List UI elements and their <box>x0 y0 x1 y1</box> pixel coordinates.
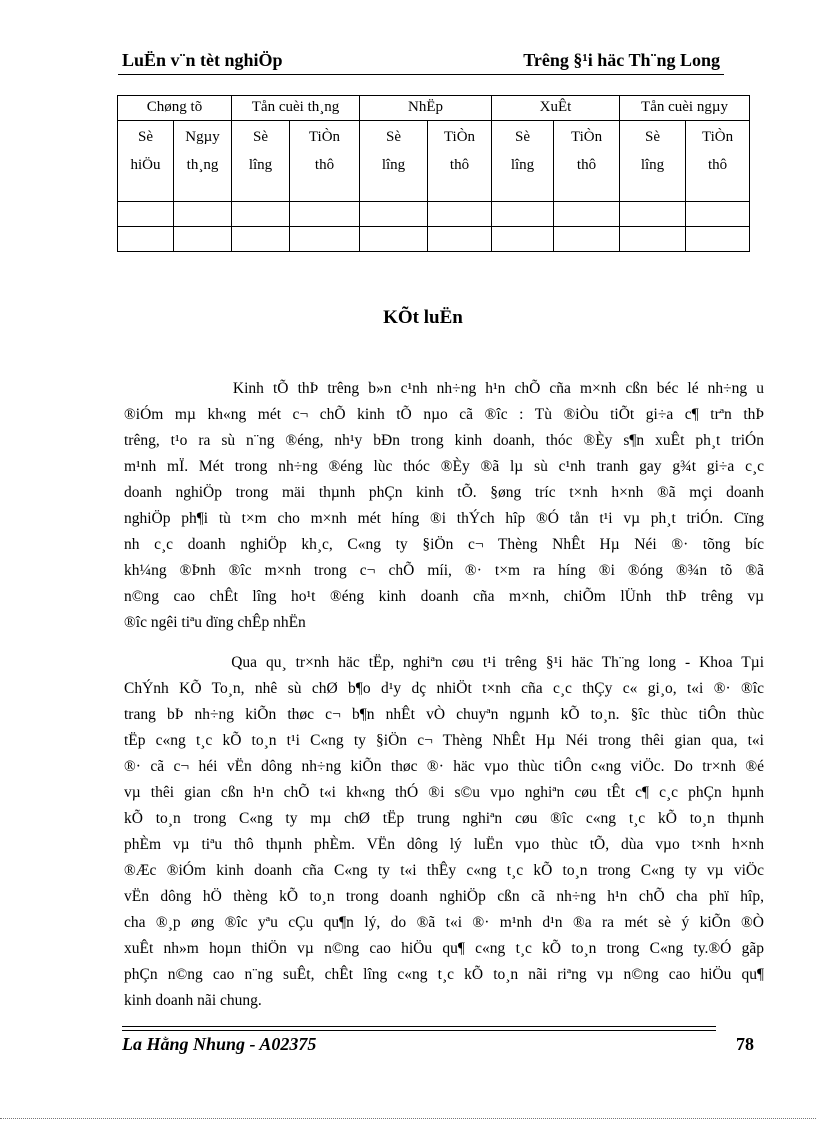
paragraph-line: n©ng cao chÊt lîng ho¹t ®éng kinh doanh cña m×nh, chiÕm lÜnh thÞ trêng vµ <box>124 588 764 605</box>
group-header-voucher: Chøng tõ <box>118 96 232 121</box>
paragraph-line: vËn dông hÖ thèng kÕ to¸n trong doanh nghiÖp cßn cã nh÷ng h¹n chÕ cha phï hîp, <box>124 888 764 905</box>
subheader-quantity: Sè lîng <box>620 121 686 202</box>
header-university: Trêng §¹i häc Th¨ng Long <box>523 50 720 70</box>
group-header-export: XuÊt <box>492 96 620 121</box>
footer-rule <box>122 1030 716 1031</box>
paragraph-line: trang bÞ nh÷ng kiÕn thøc c¬ b¶n nhÊt vÒ chuyªn ngµnh kÕ to¸n. §îc thùc tiÔn thùc <box>124 706 764 723</box>
subheader-quantity: Sè lîng <box>492 121 554 202</box>
group-header-import: NhËp <box>360 96 492 121</box>
paragraph-line: vµ thêi gian cßn h¹n chÕ t«i kh«ng thÓ ®i s©u vµo nghiªn cøu tÊt c¶ c¸c phÇn hµnh <box>124 784 764 801</box>
paragraph-line: Qua qu¸ tr×nh häc tËp, nghiªn cøu t¹i trêng §¹i häc Th¨ng long - Khoa Tµi <box>124 654 764 671</box>
page-header <box>122 50 720 74</box>
paragraph-line: ®· cã c¬ héi vËn dông nh÷ng kiÕn thøc ®· häc vµo thùc tiÔn c«ng viÖc. Do tr×nh ®é <box>124 758 764 775</box>
subheader-amount: TiÒn thô <box>554 121 620 202</box>
paragraph-line: xuÊt nh»m hoµn thiÖn vµ n©ng cao hiÖu qu¶ c«ng t¸c kÕ to¸n trong C«ng ty.®Ó gãp <box>124 940 764 957</box>
paragraph-line: Kinh tÕ thÞ trêng b»n c¹nh nh÷ng h¹n chÕ cña m×nh cßn béc lé nh÷ng u <box>124 380 764 397</box>
subheader-quantity: Sè lîng <box>232 121 290 202</box>
paragraph-1 <box>124 376 764 636</box>
section-title: KÕt luËn <box>383 307 463 328</box>
paragraph-line: ®Æc ®iÓm kinh doanh cña C«ng ty t«i thÊy c«ng t¸c kÕ to¸n trong C«ng ty vµ viÖc <box>124 862 764 879</box>
paragraph-line: kh¼ng ®Þnh ®îc m×nh trong c¬ chÕ míi, ®· t×m ra híng ®i ®óng ®¾n tõ ®ã <box>124 562 764 579</box>
group-header-day-end-stock: Tån cuèi ngµy <box>620 96 750 121</box>
subheader-date: Ngµy th¸ng <box>174 121 232 202</box>
paragraph-line: phÇn n©ng cao n¨ng suÊt, chÊt lîng c«ng t¸c kÕ to¸n nãi riªng vµ n©ng cao hiÖu qu¶ <box>124 966 764 983</box>
paragraph-line: tËp c«ng t¸c kÕ to¸n t¹i C«ng ty §iÖn c¬ Thèng NhÊt Hµ Néi trong thêi gian qua, t«i <box>124 732 764 749</box>
subheader-amount: TiÒn thô <box>428 121 492 202</box>
paragraph-line: ®iÓm mµ kh«ng mét c¬ chÕ kinh tÕ nµo cã ®îc : Tù ®iÒu tiÕt gi÷a c¶ trªn thÞ <box>124 406 764 423</box>
table-row <box>118 202 750 227</box>
paragraph-line: kinh doanh nãi chung. <box>124 992 262 1009</box>
paragraph-line: cha ®¸p øng ®îc yªu cÇu qu¶n lý, do ®ã t«i ®· m¹nh d¹n ®a ra mét sè ý kiÕn ®Ò <box>124 914 764 931</box>
paragraph-line: nghiÖp ph¶i tù t×m cho m×nh mét híng ®i thÝch hîp ®Ó tån t¹i vµ ph¸t triÓn. Cïng <box>124 510 764 527</box>
footer-author: La Hằng Nhung - A02375 <box>122 1034 317 1054</box>
header-thesis-title: LuËn v¨n tèt nghiÖp <box>122 50 283 70</box>
paragraph-line: trêng, t¹o ra sù n¨ng ®éng, nh¹y bÐn trong kinh doanh, thóc ®Èy s¶n xuÊt ph¸t triÓn <box>124 432 764 449</box>
paragraph-line: m¹nh mÏ. Mét trong nh÷ng ®éng lùc thóc ®Èy ®ã lµ sù c¹nh tranh gay g¾t gi÷a c¸c <box>124 458 764 475</box>
page-number: 78 <box>736 1034 754 1054</box>
subheader-quantity: Sè lîng <box>360 121 428 202</box>
paragraph-line: ®îc ngêi tiªu dïng chÊp nhËn <box>124 614 306 631</box>
page-edge-dots <box>0 1118 816 1119</box>
paragraph-line: kÕ to¸n trong C«ng ty mµ chØ tËp trung nghiªn cøu ®îc c«ng t¸c kÕ to¸n thµnh <box>124 810 764 827</box>
inventory-table <box>117 95 750 252</box>
paragraph-line: nh c¸c doanh nghiÖp kh¸c, C«ng ty §iÖn c¬ Thèng NhÊt Hµ Néi ®· tõng bíc <box>124 536 764 553</box>
paragraph-2 <box>124 650 764 1014</box>
subheader-number: Sè hiÖu <box>118 121 174 202</box>
subheader-amount: TiÒn thô <box>290 121 360 202</box>
footer-rule <box>122 1026 716 1027</box>
group-header-month-end-stock: Tån cuèi th¸ng <box>232 96 360 121</box>
paragraph-line: ChÝnh KÕ To¸n, nhê sù chØ b¶o d¹y dç nhiÖt t×nh cña c¸c thÇy c« gi¸o, t«i ®· ®îc <box>124 680 764 697</box>
table-row <box>118 227 750 252</box>
header-rule <box>118 74 724 75</box>
paragraph-line: phÈm vµ tiªu thô thµnh phÈm. VËn dông lý luËn vµo thùc tÕ, dùa vµo t×nh h×nh <box>124 836 764 853</box>
subheader-amount: TiÒn thô <box>686 121 750 202</box>
paragraph-line: doanh nghiÖp trong mäi thµnh phÇn kinh tÕ. §øng tríc t×nh h×nh ®ã mçi doanh <box>124 484 764 501</box>
